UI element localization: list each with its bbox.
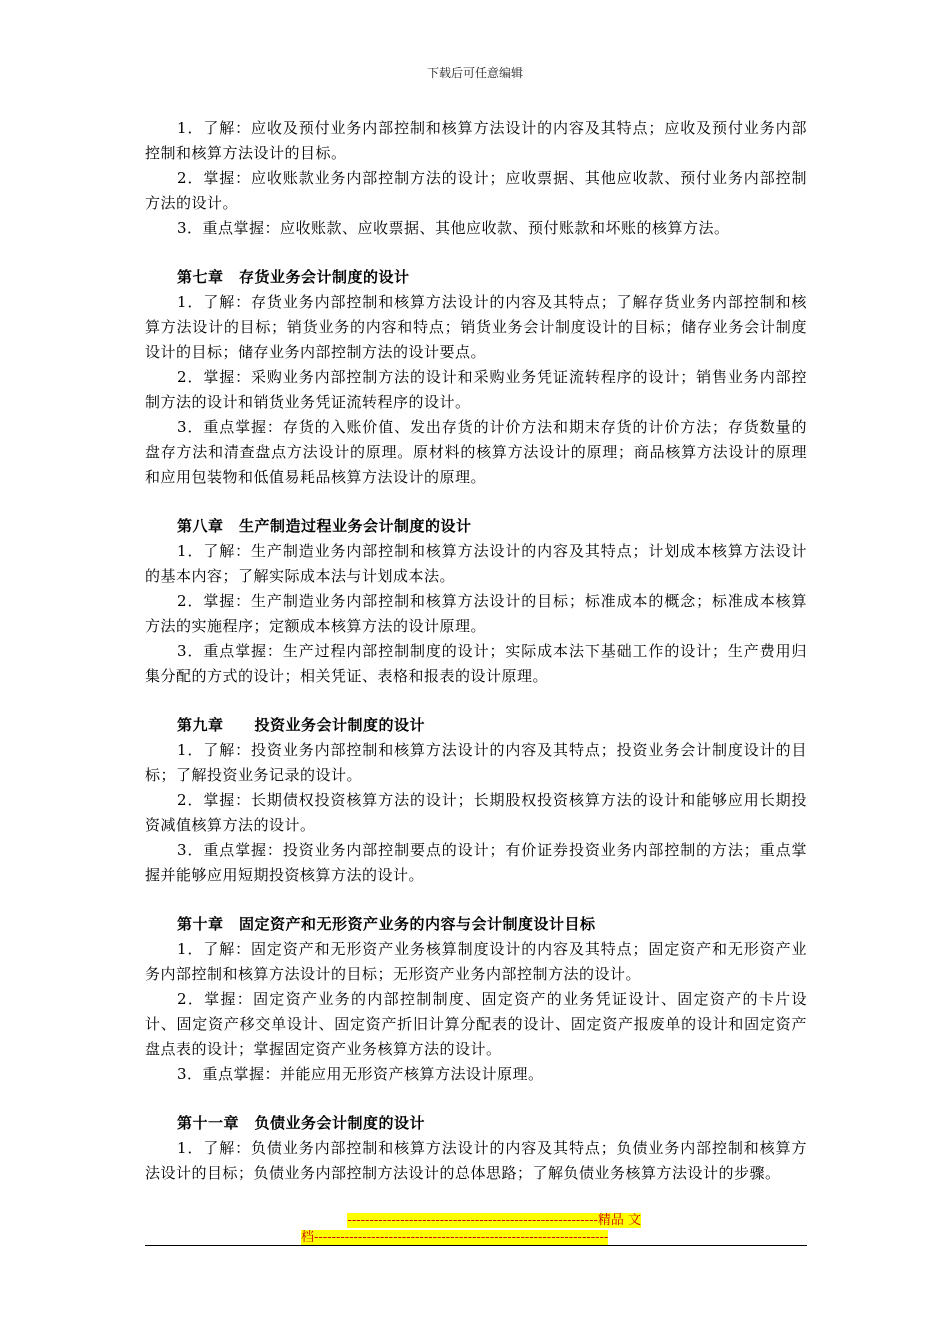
page-header-note: 下载后可任意编辑: [426, 66, 523, 80]
chapter-title: 第九章 投资业务会计制度的设计: [177, 716, 426, 734]
chapter-item: 3．重点掌握：存货的入账价值、发出存货的计价方法和期末存货的计价方法；存货数量的盘存方法和清查盘点方法设计的原理。原材料的核算方法设计的原理；商品核算方法设计的原理和应用包装物和低值易耗品核算方法设计的原理。: [145, 418, 807, 486]
chapter-item: 2．掌握：长期债权投资核算方法的设计；长期股权投资核算方法的设计和能够应用长期投资减值核算方法的设计。: [145, 791, 807, 834]
chapter-item: 1．了解：投资业务内部控制和核算方法设计的内容及其特点；投资业务会计制度设计的目标；了解投资业务记录的设计。: [145, 741, 807, 784]
chapter-7: [145, 265, 807, 490]
chapter-item: 1．了解：负债业务内部控制和核算方法设计的内容及其特点；负债业务内部控制和核算方法设计的目标；负债业务内部控制方法设计的总体思路；了解负债业务核算方法设计的步骤。: [145, 1139, 807, 1182]
chapter-item: 1．了解：生产制造业务内部控制和核算方法设计的内容及其特点；计划成本核算方法设计的基本内容；了解实际成本法与计划成本法。: [145, 542, 807, 585]
chapter-item: 1．了解：固定资产和无形资产业务核算制度设计的内容及其特点；固定资产和无形资产业务内部控制和核算方法设计的目标；无形资产业务内部控制方法的设计。: [145, 940, 807, 983]
chapter-9: [145, 713, 807, 888]
chapter-title: 第十一章 负债业务会计制度的设计: [177, 1114, 426, 1132]
footer-watermark: [301, 1212, 641, 1246]
chapter-title: 第八章 生产制造过程业务会计制度的设计: [177, 517, 472, 535]
chapter-title: 第十章 固定资产和无形资产业务的内容与会计制度设计目标: [177, 915, 596, 933]
intro-item-1: 1．了解：应收及预付业务内部控制和核算方法设计的内容及其特点；应收及预付业务内部控制和核算方法设计的目标。: [145, 119, 807, 162]
chapter-11: [145, 1111, 807, 1186]
intro-item-3: 3．重点掌握：应收账款、应收票据、其他应收款、预付账款和坏账的核算方法。: [177, 219, 730, 237]
chapter-8: [145, 514, 807, 689]
chapter-item: 3．重点掌握：投资业务内部控制要点的设计；有价证券投资业务内部控制的方法；重点掌握并能够应用短期投资核算方法的设计。: [145, 841, 807, 884]
intro-item-2: 2．掌握：应收账款业务内部控制方法的设计；应收票据、其他应收款、预付业务内部控制方法的设计。: [145, 169, 807, 212]
chapter-item: 3．重点掌握：并能应用无形资产核算方法设计原理。: [177, 1065, 544, 1083]
chapter-item: 2．掌握：采购业务内部控制方法的设计和采购业务凭证流转程序的设计；销售业务内部控制方法的设计和销货业务凭证流转程序的设计。: [145, 368, 807, 411]
footer-watermark-line-1: ---------------------------------------------------------精品 文: [347, 1213, 641, 1228]
footer-divider: [145, 1245, 807, 1246]
chapter-item: 3．重点掌握：生产过程内部控制制度的设计；实际成本法下基础工作的设计；生产费用归集分配的方式的设计；相关凭证、表格和报表的设计原理。: [145, 642, 807, 685]
document-body: [145, 116, 807, 1186]
chapter-item: 2．掌握：固定资产业务的内部控制制度、固定资产的业务凭证设计、固定资产的卡片设计、固定资产移交单设计、固定资产折旧计算分配表的设计、固定资产报废单的设计和固定资产盘点表的设计；掌握固定资产业务核算方法的设计。: [145, 990, 807, 1058]
footer-watermark-line-2: 档-------------------------------------------------------------------: [301, 1230, 609, 1245]
chapter-item: 1．了解：存货业务内部控制和核算方法设计的内容及其特点；了解存货业务内部控制和核算方法设计的目标；销货业务的内容和特点；销货业务会计制度设计的目标；储存业务会计制度设计的目标；储存业务内部控制方法的设计要点。: [145, 293, 807, 361]
intro-section: [145, 116, 807, 241]
chapter-title: 第七章 存货业务会计制度的设计: [177, 268, 410, 286]
chapter-10: [145, 912, 807, 1087]
chapter-item: 2．掌握：生产制造业务内部控制和核算方法设计的目标；标准成本的概念；标准成本核算方法的实施程序；定额成本核算方法的设计原理。: [145, 592, 807, 635]
